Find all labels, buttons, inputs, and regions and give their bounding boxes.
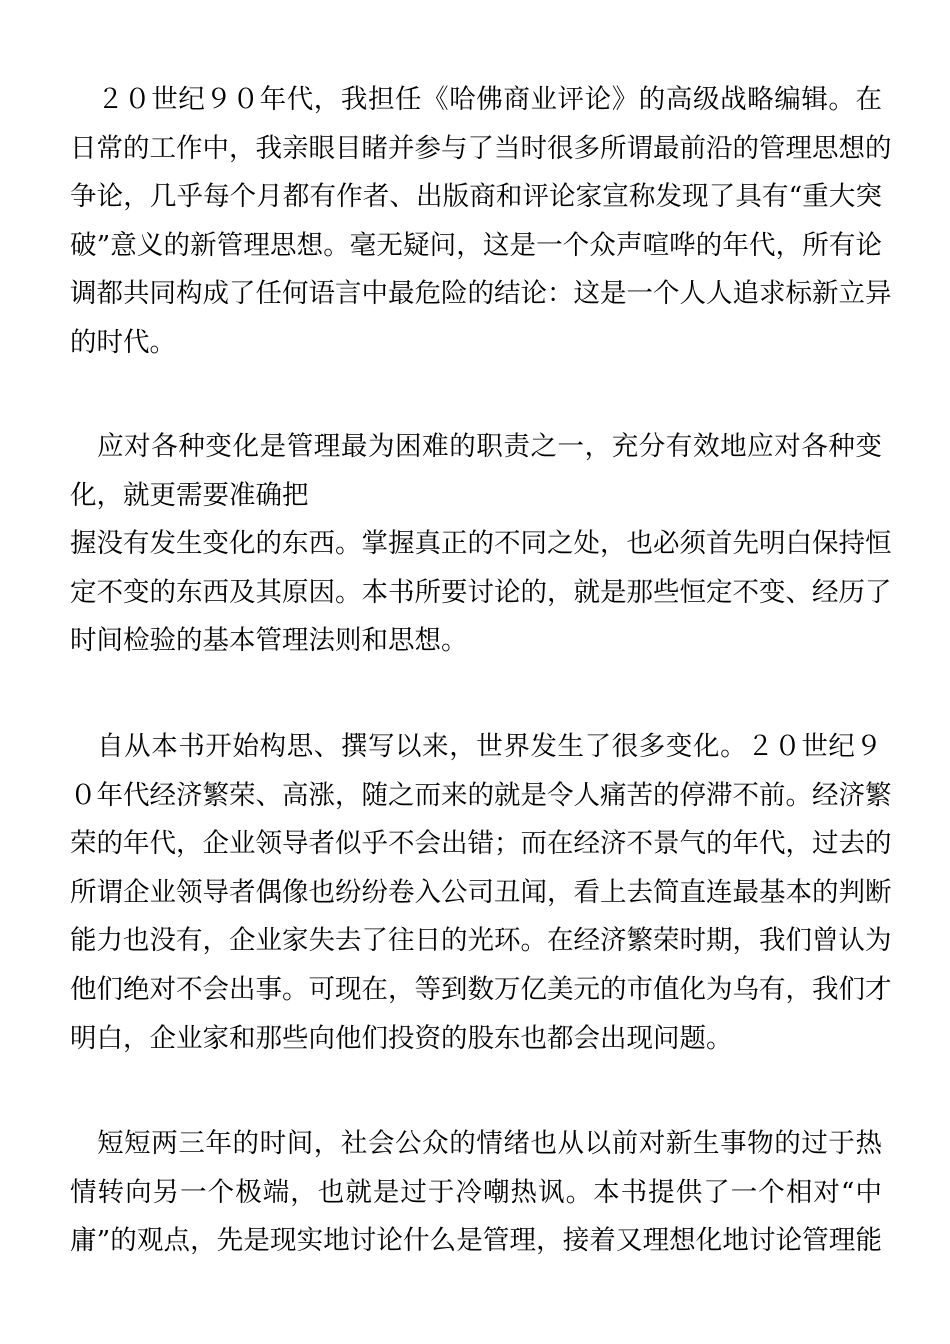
- text-line: 庸”的观点，先是现实地讨论什么是管理，接着又理想化地讨论管理能: [70, 1225, 882, 1257]
- text-line: 化，就更需要准确把: [70, 479, 309, 511]
- text-line: ２０世纪９０年代，我担任《哈佛商业评论》的高级战略编辑。在: [70, 84, 882, 115]
- paragraph-1: [70, 76, 892, 368]
- text-line: 情转向另一个极端，也就是过于冷嘲热讽。本书提供了一个相对“中: [70, 1176, 882, 1208]
- paragraph-2: [70, 423, 892, 666]
- text-line: 定不变的东西及其原因。本书所要讨论的，就是那些恒定不变、经历了: [70, 576, 892, 608]
- text-line: 日常的工作中，我亲眼目睹并参与了当时很多所谓最前沿的管理思想的: [70, 132, 892, 164]
- text-line: 他们绝对不会出事。可现在，等到数万亿美元的市值化为乌有，我们才: [70, 973, 892, 1005]
- text-line: 明白，企业家和那些向他们投资的股东也都会出现问题。: [70, 1022, 733, 1054]
- text-line: 争论，几乎每个月都有作者、出版商和评论家宣称发现了具有“重大突: [70, 181, 882, 213]
- text-line: 时间检验的基本管理法则和思想。: [70, 625, 468, 657]
- text-line: 能力也没有，企业家失去了往日的光环。在经济繁荣时期，我们曾认为: [70, 925, 892, 957]
- text-line: 的时代。: [70, 326, 176, 358]
- text-line: 应对各种变化是管理最为困难的职责之一，充分有效地应对各种变: [70, 431, 882, 462]
- paragraph-4: [70, 1120, 882, 1266]
- text-line: 所谓企业领导者偶像也纷纷卷入公司丑闻，看上去简直连最基本的判断: [70, 876, 892, 908]
- text-line: 短短两三年的时间，社会公众的情绪也从以前对新生事物的过于热: [70, 1128, 882, 1159]
- text-line: 调都共同构成了任何语言中最危险的结论：这是一个人人追求标新立异: [70, 278, 892, 310]
- text-line: 自从本书开始构思、撰写以来，世界发生了很多变化。２０世纪９: [70, 731, 882, 762]
- paragraph-3: [70, 723, 892, 1063]
- text-line: 握没有发生变化的东西。掌握真正的不同之处，也必须首先明白保持恒: [70, 528, 892, 560]
- text-line: 荣的年代，企业领导者似乎不会出错；而在经济不景气的年代，过去的: [70, 828, 892, 860]
- text-line: ０年代经济繁荣、高涨，随之而来的就是令人痛苦的停滞不前。经济繁: [70, 779, 892, 811]
- text-line: 破”意义的新管理思想。毫无疑问，这是一个众声喧哗的年代，所有论: [70, 229, 882, 261]
